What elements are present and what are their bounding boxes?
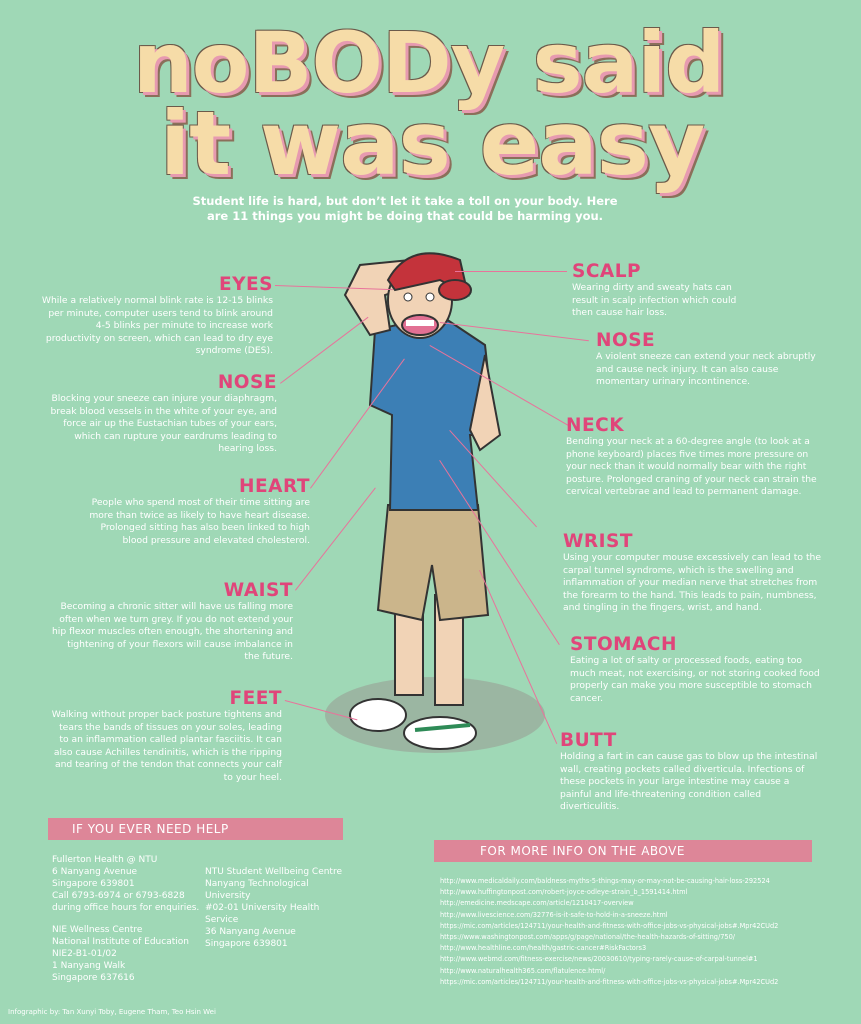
nie-line: National Institute of Education xyxy=(52,937,189,947)
reference-link[interactable]: https://mic.com/articles/124711/your-health-and-fitness-with-office-jobs-vs-physical-jobs#.Mpr42CUd2 xyxy=(440,921,779,930)
text-nose-left: Blocking your sneeze can injure your diaphragm, break blood vessels in the white of your eye, and force air up the Eustachian tubes of your ears, which can rupture your eardrums leading to hearing loss. xyxy=(50,393,277,455)
fullerton-line: 6 Nanyang Avenue xyxy=(52,867,138,877)
heading-stomach: STOMACH xyxy=(570,634,677,655)
fullerton-line: Call 6793-6974 or 6793-6828 xyxy=(52,891,185,901)
text-nose-right: A violent sneeze can extend your neck abruptly and cause neck injury. It can also cause momentary urinary incontinence. xyxy=(596,351,816,388)
help-ntu xyxy=(205,866,355,950)
heading-wrist: WRIST xyxy=(563,531,633,552)
reference-link[interactable]: http://emedicine.medscape.com/article/1210417-overview xyxy=(440,899,634,908)
reference-link[interactable]: http://www.medicaldaily.com/baldness-myths-5-things-may-or-may-not-be-causing-hair-loss-292524 xyxy=(440,877,770,885)
text-butt: Holding a fart in can cause gas to blow up the intestinal wall, creating pockets called diverticula. Infections of these pockets in your large intestine may cause a painful and life-threatening condition called diverticulitis. xyxy=(560,751,818,813)
text-feet: Walking without proper back posture tightens and tears the bands of tissues on your soles, leading to an inflammation called plantar fasciitis. It can also cause Achilles tendinitis, which is the ripping and tearing of the tendon that connects your calf to your heel. xyxy=(51,709,282,783)
student-illustration xyxy=(300,235,580,775)
more-info-links xyxy=(440,876,830,988)
heading-heart: HEART xyxy=(239,476,310,497)
ntu-line: Nanyang Technological xyxy=(205,879,309,889)
nie-line: 1 Nanyang Walk xyxy=(52,961,126,971)
heading-waist: WAIST xyxy=(223,580,293,601)
heading-scalp: SCALP xyxy=(572,261,642,282)
heading-nose-right: NOSE xyxy=(596,330,656,351)
reference-link[interactable]: http://www.huffingtonpost.com/robert-joyce-odleye-strain_b_1591414.html xyxy=(440,888,688,897)
title-line-2: it was easy xyxy=(160,92,705,195)
help-heading-bar: IF YOU EVER NEED HELP xyxy=(48,818,343,840)
help-fullerton xyxy=(52,854,202,914)
intro-text: Student life is hard, but don’t let it take a toll on your body. Here are 11 things you might be doing that could be harming you. xyxy=(192,194,618,223)
section-feet xyxy=(50,688,282,785)
nie-line: Singapore 637616 xyxy=(52,973,135,983)
reference-link[interactable]: https://mic.com/articles/124711/your-health-and-fitness-with-office-jobs-vs-physical-jobs#.Mpr42CUd2 xyxy=(440,977,779,986)
help-nie xyxy=(52,924,202,984)
title-line-1: noBODy said xyxy=(133,14,725,112)
text-wrist: Using your computer mouse excessively can lead to the carpal tunnel syndrome, which is the swelling and inflammation of your median nerve that stretches from the forearm to the hand. This leads to pain, numbness, and tingling in the fingers, wrist, and hand. xyxy=(563,552,822,614)
section-scalp xyxy=(572,261,752,320)
text-scalp: Wearing dirty and sweaty hats can result in scalp infection which could then cause hair loss. xyxy=(572,282,737,319)
ntu-line: Singapore 639801 xyxy=(205,939,288,949)
section-waist xyxy=(50,580,293,664)
section-nose-right xyxy=(596,330,821,389)
credit-text: Infographic by: Tan Xunyi Toby, Eugene Tham, Teo Hsin Wei xyxy=(8,1008,216,1016)
more-info-heading-bar: FOR MORE INFO ON THE ABOVE xyxy=(434,840,812,862)
text-eyes: While a relatively normal blink rate is 12-15 blinks per minute, computer users tend to blink around 4-5 blinks per minute to increase work productivity on screen, which can lead to dry eye syndrome (DES). xyxy=(41,295,273,357)
text-waist: Becoming a chronic sitter will have us falling more often when we turn grey. If you do not extend your hip flexor muscles often enough, the shortening and tightening of your flexors will cause imbalance in the future. xyxy=(51,601,293,663)
reference-link[interactable]: http://www.healthline.com/health/gastric-cancer#RiskFactors3 xyxy=(440,944,647,953)
section-nose-left xyxy=(40,372,277,456)
section-wrist xyxy=(563,531,823,615)
text-heart: People who spend most of their time sitting are more than twice as likely to have heart disease. Prolonged sitting has also been linked to high blood pressure and elevated cholesterol. xyxy=(89,497,310,546)
section-stomach xyxy=(570,634,820,705)
ntu-line: NTU Student Wellbeing Centre xyxy=(205,867,342,877)
ntu-line: #02-01 University Health Service xyxy=(205,903,320,925)
section-heart xyxy=(80,476,310,547)
ntu-line: 36 Nanyang Avenue xyxy=(205,927,296,937)
heading-eyes: EYES xyxy=(219,274,273,295)
heading-butt: BUTT xyxy=(560,730,617,751)
reference-link[interactable]: http://www.webmd.com/fitness-exercise/news/20030610/typing-rarely-cause-of-carpal-tunnel#1 xyxy=(440,955,758,964)
reference-link[interactable]: http://www.livescience.com/32776-is-it-safe-to-hold-in-a-sneeze.html xyxy=(440,910,668,919)
heading-neck: NECK xyxy=(566,415,625,436)
text-stomach: Eating a lot of salty or processed foods, eating too much meat, not exercising, or not storing cooked food properly can make you more susceptible to stomach cancer. xyxy=(570,655,820,704)
section-eyes xyxy=(40,274,273,358)
heading-nose-left: NOSE xyxy=(217,372,277,393)
fullerton-line: during office hours for enquiries. xyxy=(52,903,200,913)
section-butt xyxy=(560,730,820,814)
fullerton-line: Fullerton Health @ NTU xyxy=(52,855,158,865)
section-neck xyxy=(566,415,821,499)
nie-line: NIE Wellness Centre xyxy=(52,925,143,935)
reference-link[interactable]: https://www.washingtonpost.com/apps/g/page/national/the-health-hazards-of-sitting/750/ xyxy=(440,933,736,942)
pointer-scalp xyxy=(455,271,567,272)
ntu-line: University xyxy=(205,891,251,901)
heading-feet: FEET xyxy=(229,688,282,709)
reference-link[interactable]: http://www.naturalhealth365.com/flatulence.html/ xyxy=(440,966,606,975)
text-neck: Bending your neck at a 60-degree angle (to look at a phone keyboard) places five times more pressure on your neck than it would normally bear with the right posture. Prolonged craning of your neck can strain the cervical vertebrae and lead to permanent damage. xyxy=(566,436,817,498)
fullerton-line: Singapore 639801 xyxy=(52,879,135,889)
nie-line: NIE2-B1-01/02 xyxy=(52,949,117,959)
